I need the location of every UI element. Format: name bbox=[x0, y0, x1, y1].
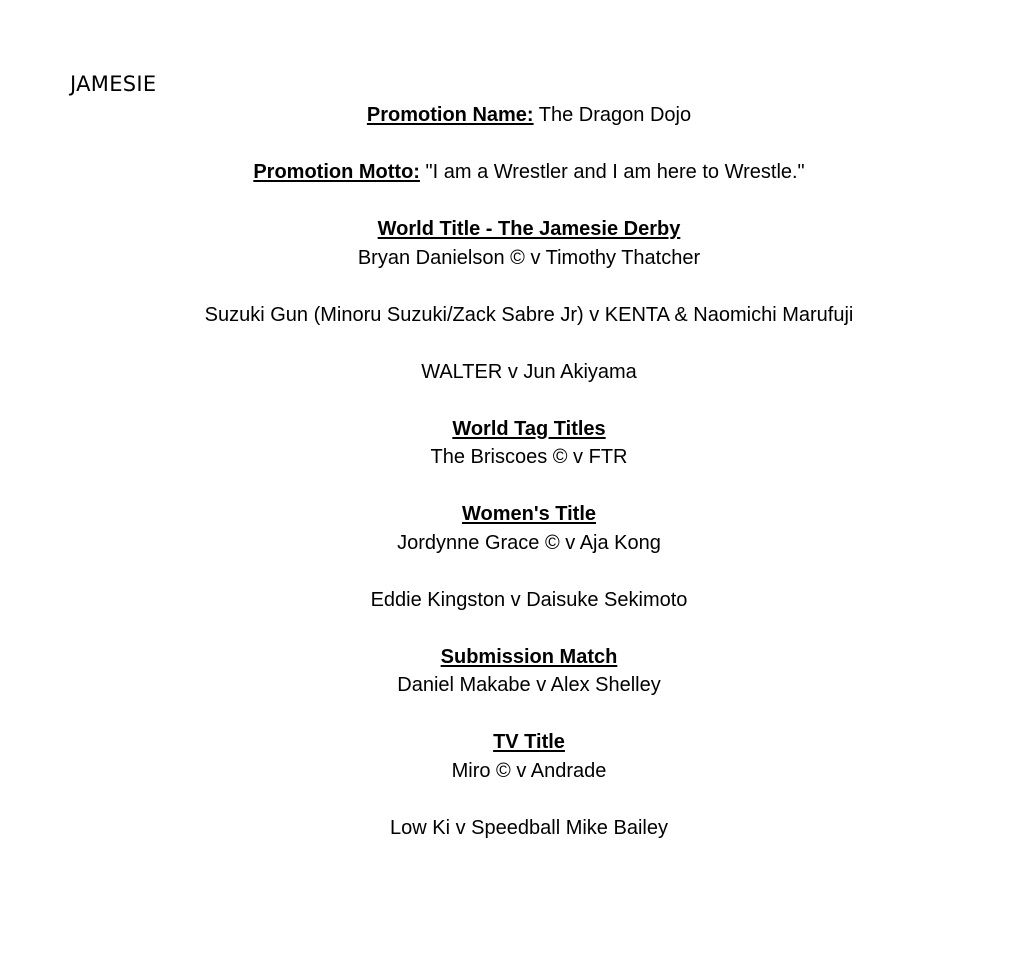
spacer bbox=[0, 472, 1024, 501]
match-title: World Tag Titles bbox=[452, 417, 606, 440]
match-line: Bryan Danielson © v Timothy Thatcher bbox=[357, 246, 701, 269]
match-title: World Title - The Jamesie Derby bbox=[377, 218, 681, 240]
promotion-motto-label: Promotion Motto: bbox=[253, 161, 420, 183]
spacer bbox=[0, 557, 1024, 586]
spacer bbox=[0, 386, 1024, 415]
promotion-motto-line bbox=[0, 158, 1024, 187]
spacer bbox=[0, 614, 1024, 643]
match-title: TV Title bbox=[493, 731, 565, 753]
spacer bbox=[0, 329, 1024, 358]
match-line: Low Ki v Speedball Mike Bailey bbox=[390, 816, 668, 839]
promotion-name-value: The Dragon Dojo bbox=[533, 104, 692, 126]
promotion-name-label: Promotion Name: bbox=[366, 104, 534, 126]
promotion-name-line bbox=[0, 101, 1024, 130]
match-line: Eddie Kingston v Daisuke Sekimoto bbox=[370, 588, 688, 611]
match-line: Daniel Makabe v Alex Shelley bbox=[397, 674, 661, 696]
spacer bbox=[0, 700, 1024, 729]
match-title: Women's Title bbox=[461, 503, 597, 525]
match-title: Submission Match bbox=[440, 645, 618, 668]
spacer bbox=[0, 272, 1024, 301]
spacer bbox=[0, 187, 1024, 216]
spacer bbox=[0, 785, 1024, 814]
match-line: The Briscoes © v FTR bbox=[430, 446, 628, 468]
promotion-motto-value: "I am a Wrestler and I am here to Wrestle." bbox=[419, 161, 805, 183]
spacer bbox=[0, 130, 1024, 159]
match-line: Jordynne Grace © v Aja Kong bbox=[397, 531, 661, 554]
match-line: Miro © v Andrade bbox=[451, 759, 607, 782]
match-line: WALTER v Jun Akiyama bbox=[421, 360, 637, 383]
author-name: JAMESIE bbox=[70, 72, 157, 96]
match-line: Suzuki Gun (Minoru Suzuki/Zack Sabre Jr) v KENTA & Naomichi Marufuji bbox=[204, 303, 854, 326]
match-card bbox=[0, 101, 1024, 842]
